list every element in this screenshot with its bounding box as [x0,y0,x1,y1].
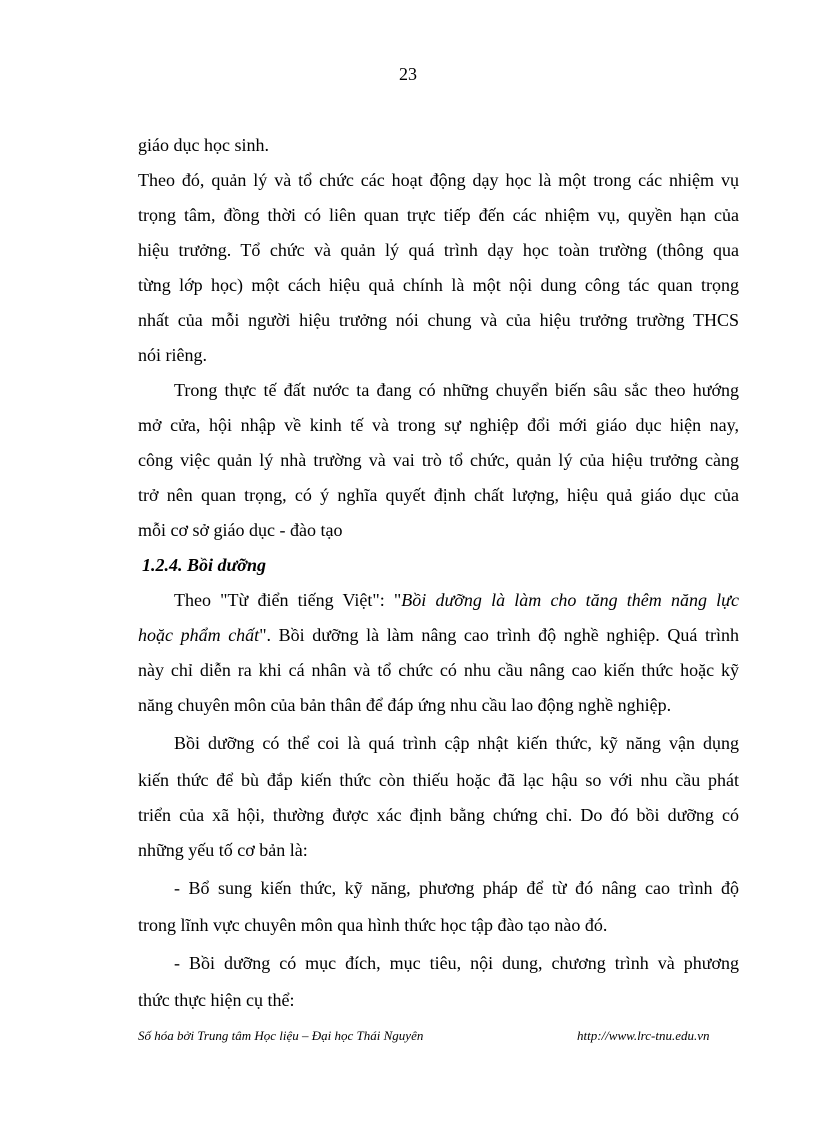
text-line: năng chuyên môn của bản thân để đáp ứng nhu cầu lao động nghề nghiệp. [138,695,672,715]
text-line: nói riêng. [138,345,207,365]
text-line: nhất của mỗi người hiệu trưởng nói chung và của hiệu trưởng trường THCS [138,310,739,330]
text-run: ". Bồi dưỡng là làm nâng cao trình độ nghề nghiệp. Quá trình [259,625,740,645]
text-run: Theo "Từ điển tiếng Việt": " [174,590,402,610]
text-line: thức thực hiện cụ thể: [138,990,295,1010]
text-line: giáo dục học sinh. [138,135,269,155]
text-line [138,618,739,653]
text-line: mở cửa, hội nhập về kinh tế và trong sự nghiệp đổi mới giáo dục hiện nay, [138,415,739,435]
text-line: trong lĩnh vực chuyên môn qua hình thức học tập đào tạo nào đó. [138,915,608,935]
section-heading: 1.2.4. Bồi dưỡng [142,555,266,575]
quoted-definition: Bồi dưỡng là làm cho tăng thêm năng lực [401,590,739,610]
footer-source: Số hóa bởi Trung tâm Học liệu – Đại học Thái Nguyên [138,1028,424,1043]
text-line: từng lớp học) một cách hiệu quả chính là một nội dung công tác quan trọng [138,275,739,295]
text-line: công việc quản lý nhà trường và vai trò tổ chức, quản lý của hiệu trưởng càng [138,450,739,470]
text-line: - Bồi dưỡng có mục đích, mục tiêu, nội dung, chương trình và phương [174,953,739,973]
text-line: trọng tâm, đồng thời có liên quan trực tiếp đến các nhiệm vụ, quyền hạn của [138,205,739,225]
text-line: những yếu tố cơ bản là: [138,840,308,860]
quoted-definition: hoặc phẩm chất [138,625,260,645]
text-line: triển của xã hội, thường được xác định bằng chứng chỉ. Do đó bồi dưỡng có [138,805,739,825]
text-line: Theo đó, quản lý và tổ chức các hoạt động dạy học là một trong các nhiệm vụ [138,170,739,190]
text-line: Trong thực tế đất nước ta đang có những chuyển biến sâu sắc theo hướng [174,380,739,400]
document-body [138,128,739,1018]
footer-url: http://www.lrc-tnu.edu.vn [577,1028,710,1043]
text-line: kiến thức để bù đắp kiến thức còn thiếu hoặc đã lạc hậu so với nhu cầu phát [138,770,739,790]
text-line [138,583,739,618]
text-line: mỗi cơ sở giáo dục - đào tạo [138,520,343,540]
text-line: Bồi dưỡng có thể coi là quá trình cập nhật kiến thức, kỹ năng vận dụng [174,733,739,753]
text-line: - Bổ sung kiến thức, kỹ năng, phương pháp để từ đó nâng cao trình độ [174,878,739,898]
text-line: hiệu trưởng. Tổ chức và quản lý quá trình dạy học toàn trường (thông qua [138,240,739,260]
text-line: trở nên quan trọng, có ý nghĩa quyết định chất lượng, hiệu quả giáo dục của [138,485,739,505]
page-number: 23 [399,64,417,84]
text-line: này chỉ diễn ra khi cá nhân và tổ chức có nhu cầu nâng cao kiến thức hoặc kỹ [138,660,739,680]
